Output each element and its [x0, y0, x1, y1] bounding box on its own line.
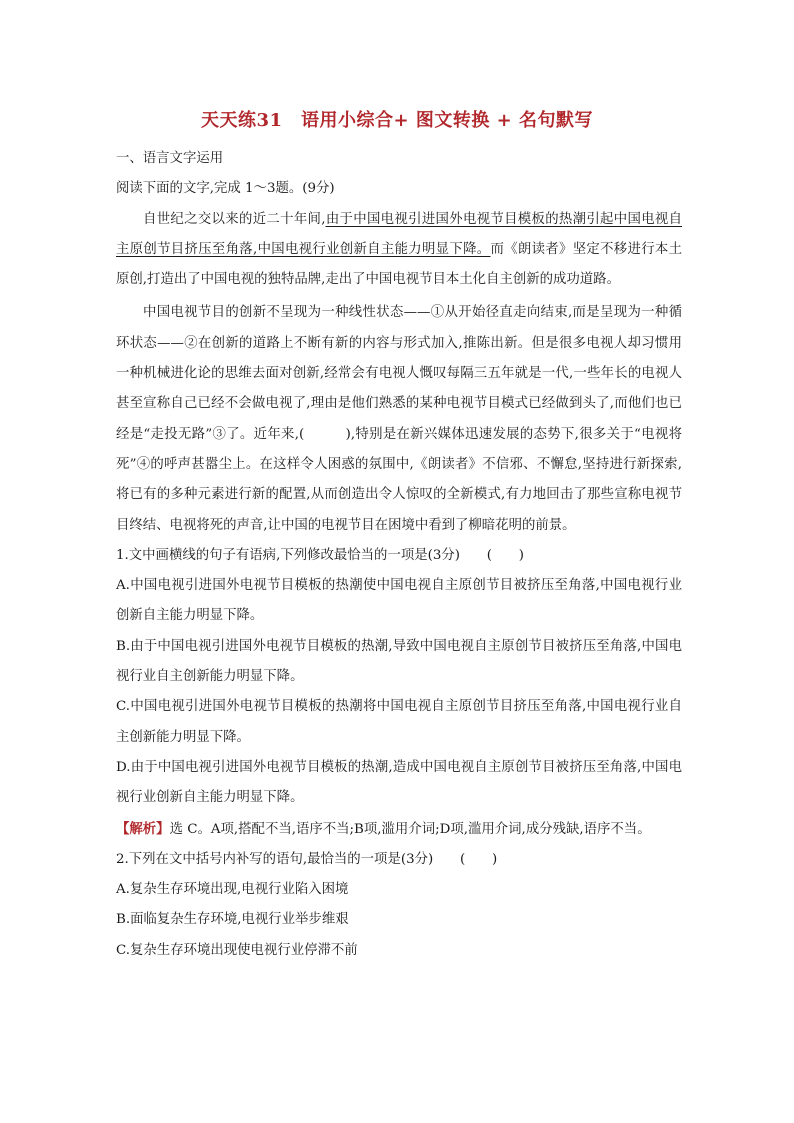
question-1-option-d: D.由于中国电视引进国外电视节目模板的热潮,造成中国电视自主原创节目被挤压至角落,中国电视行业创新自主能力明显下降。: [116, 759, 682, 806]
question-2-option-b: B.面临复杂生存环境,电视行业举步维艰: [116, 912, 349, 928]
analysis-text: 选 C。A项,搭配不当,语序不当;B项,滥用介词;D项,滥用介词,成分残缺,语序不当。: [169, 821, 651, 837]
question-2-stem: [116, 845, 682, 875]
passage-p1-after: 而《朗读者》坚定不移进行本土原创,打造出了中国电视的独特品牌,走出了中国电视节目本土化自主创新的成功道路。: [116, 241, 683, 288]
page-title: 天天练31 语用小综合+ 图文转换 + 名句默写: [200, 110, 593, 131]
question-1-option-a: A.中国电视引进国外电视节目模板的热潮使中国电视自主原创节目被挤压至角落,中国电视行业创新自主能力明显下降。: [116, 578, 682, 624]
question-1-answer-paren: ( ): [486, 547, 524, 563]
question-2-text: 2.下列在文中括号内补写的语句,最恰当的一项是(3分): [116, 851, 434, 867]
passage-p1-before: 自世纪之交以来的近二十年间,: [143, 211, 326, 227]
question-2-option-c: C.复杂生存环境出现使电视行业停滞不前: [116, 942, 358, 958]
question-1-analysis: [116, 814, 682, 845]
question-2-answer-paren: ( ): [459, 851, 498, 867]
underlined-sentence: 由于中国电视引进国外电视节目模板的热潮引起中国电视自主原创节目挤压至角落,中国电视行业创新自主能力明显下降。: [116, 211, 683, 257]
document-body: [116, 144, 682, 966]
section-heading: 一、语言文字运用: [116, 151, 224, 166]
question-1-option-b: B.由于中国电视引进国外电视节目模板的热潮,导致中国电视自主原创节目被挤压至角落,中国电视行业自主创新能力明显下降。: [116, 638, 682, 685]
passage-paragraph-2: 中国电视节目的创新不呈现为一种线性状态——①从开始径直走向结束,而是呈现为一种循环状态——②在创新的道路上不断有新的内容与形式加入,推陈出新。但是很多电视人却习惯用一种机械进化论的思维去面对创新,经常会有电视人慨叹每隔三五年就是一代,一些年长的电视人甚至宣称自己已经不会做电视了,理由是他们熟悉的某种电视节目模式已经做到头了,而他们也已经是“走投无路”③了。近年来,( ),特别是在新兴媒体迅速发展的态势下,很多关于“电视将死”④的呼声甚嚣尘上。在这样令人困惑的氛围中,《朗读者》不信邪、不懈怠,坚持进行新探索,将已有的多种元素进行新的配置,从而创造出令人惊叹的全新模式,有力地回击了那些宣称电视节目终结、电视将死的声音,让中国的电视节目在困境中看到了柳暗花明的前景。: [116, 305, 682, 533]
passage-paragraph-1: [116, 205, 682, 296]
question-1-stem: [116, 541, 682, 571]
analysis-label: 【解析】: [116, 820, 170, 837]
question-1-option-c: C.中国电视引进国外电视节目模板的热潮将中国电视自主原创节目挤压至角落,中国电视行业自主创新能力明显下降。: [116, 699, 682, 745]
reading-instruction: 阅读下面的文字,完成 1～3题。(9分): [116, 181, 335, 197]
question-2-option-a: A.复杂生存环境出现,电视行业陷入困境: [116, 882, 349, 898]
question-1-text: 1.文中画横线的句子有语病,下列修改最恰当的一项是(3分): [116, 547, 460, 563]
